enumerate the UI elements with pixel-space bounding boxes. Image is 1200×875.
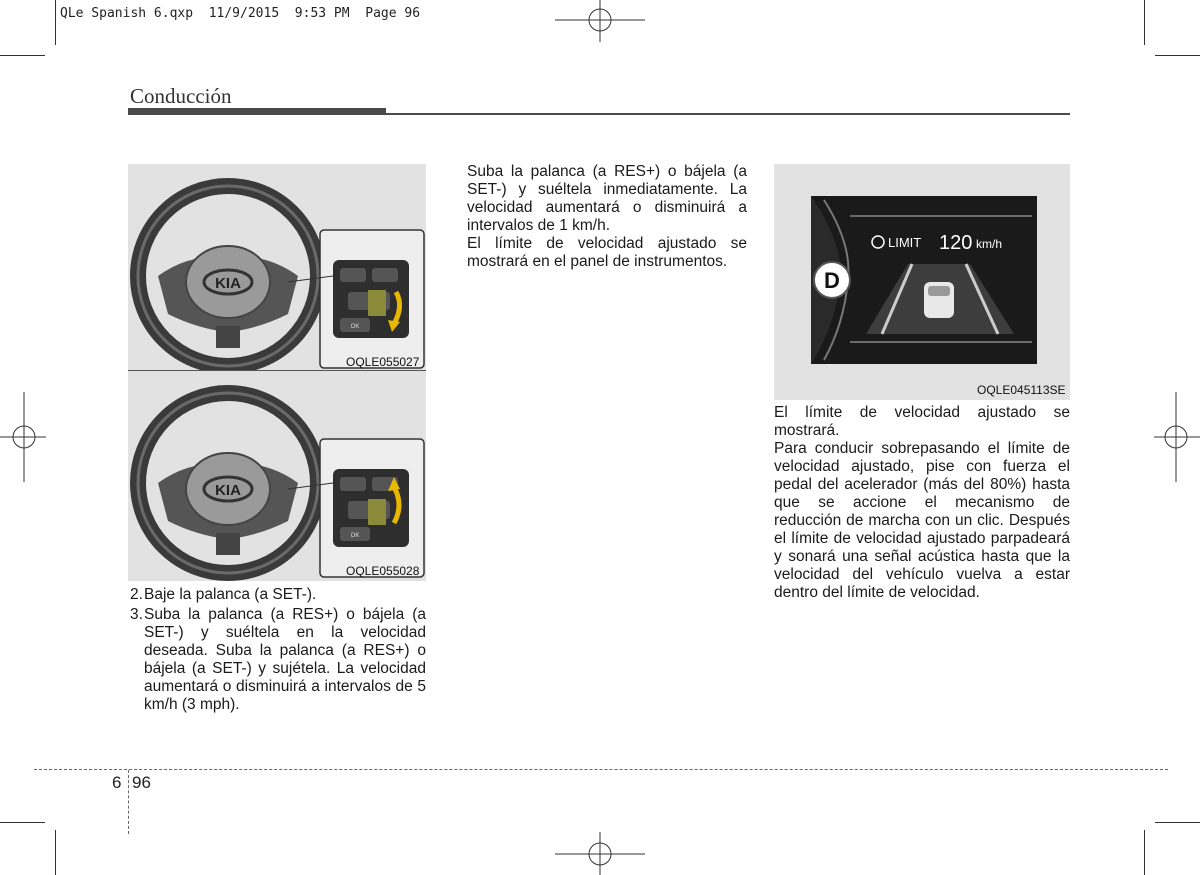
figure-instrument-cluster — [774, 164, 1070, 400]
crop-mark — [1155, 55, 1200, 56]
ok-key-label: OK — [350, 324, 360, 330]
figure-code: OQLE055028 — [346, 564, 420, 578]
crop-mark — [0, 822, 45, 823]
steering-wheel-illustration — [128, 371, 426, 581]
crop-mark — [55, 830, 56, 875]
list-item-text: Baje la palanca (a SET-). — [144, 586, 317, 603]
list-item — [130, 586, 426, 604]
section-title: Conducción — [130, 84, 232, 108]
figure-steering-wheel-set — [128, 164, 426, 370]
right-column-text — [774, 404, 1070, 602]
registration-mark-top — [555, 0, 645, 42]
footer-divider — [128, 770, 129, 834]
crop-mark — [1155, 822, 1200, 823]
paragraph: El límite de velocidad ajustado se mostrará. — [774, 404, 1070, 439]
kia-logo-text: KIA — [215, 482, 241, 499]
page-number: 96 — [132, 773, 151, 792]
crop-mark — [55, 0, 56, 45]
list-item-text: Suba la palanca (a RES+) o bájela (a SET-) y suéltela en la velocidad deseada. Suba la palanca (a RES+) o bájela (a SET-) y sujétela. La velocidad aumentará o disminuirá a intervalos de 5 km/h (3 mph). — [144, 606, 426, 713]
registration-mark-left — [0, 392, 46, 482]
crop-mark — [1144, 830, 1145, 875]
steering-wheel-illustration — [128, 164, 426, 370]
speed-unit: km/h — [976, 237, 1003, 251]
header-rule-thick — [128, 108, 386, 115]
list-item — [130, 606, 426, 714]
gear-indicator: D — [824, 268, 840, 293]
speed-value: 120 — [939, 232, 973, 254]
steps-list — [130, 586, 426, 714]
figure-steering-wheel-res — [128, 371, 426, 581]
registration-mark-bottom — [555, 832, 645, 875]
figure-code: OQLE045113SE — [977, 383, 1066, 397]
header-rule-thin — [386, 113, 1070, 115]
middle-column-text — [467, 163, 747, 271]
crop-mark — [1144, 0, 1145, 45]
cluster-illustration — [774, 164, 1070, 400]
figure-code: OQLE055027 — [346, 355, 420, 369]
paragraph: Suba la palanca (a RES+) o bájela (a SET-) y suéltela inmediatamente. La velocidad aumentará o disminuirá a intervalos de 1 km/h. — [467, 163, 747, 234]
chapter-number: 6 — [112, 773, 122, 792]
footer-rule — [34, 769, 1168, 770]
list-item-number: 3. — [130, 606, 143, 623]
print-slug: QLe Spanish 6.qxp 11/9/2015 9:53 PM Page 96 — [60, 6, 421, 21]
limit-label: LIMIT — [888, 235, 922, 250]
paragraph: El límite de velocidad ajustado se mostrará en el panel de instrumentos. — [467, 235, 747, 270]
registration-mark-right — [1154, 392, 1200, 482]
list-item-number: 2. — [130, 586, 143, 603]
kia-logo-text: KIA — [215, 275, 241, 292]
ok-key-label: OK — [350, 533, 360, 539]
paragraph: Para conducir sobrepasando el límite de velocidad ajustado, pise con fuerza el pedal del acelerador (más del 80%) hasta que se accione el mecanismo de reducción de marcha con un clic. Después el límite de velocidad ajustado parpadeará y sonará una señal acústica hasta que la velocidad del vehículo vuelva a estar dentro del límite de velocidad. — [774, 440, 1070, 601]
crop-mark — [0, 55, 45, 56]
